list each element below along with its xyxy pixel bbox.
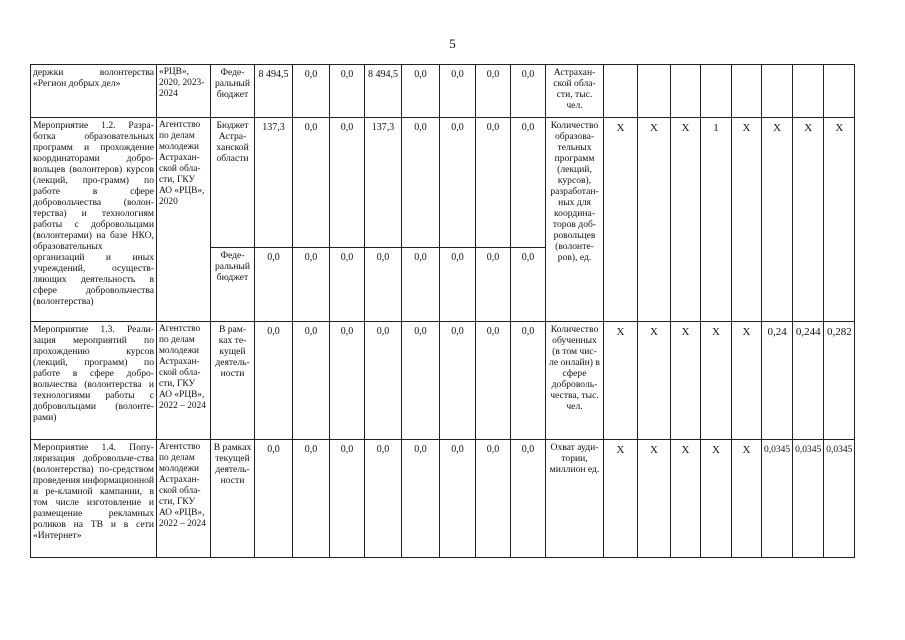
value-cell: 0,0 bbox=[511, 65, 546, 118]
target-cell: Х bbox=[671, 322, 701, 440]
value-cell: 0,0 bbox=[476, 118, 511, 248]
value-cell: 0,0 bbox=[255, 248, 293, 322]
value-cell: 0,0 bbox=[440, 248, 476, 322]
table-row bbox=[31, 440, 855, 558]
target-cell: Х bbox=[638, 322, 671, 440]
value-cell: 0,0 bbox=[293, 440, 330, 558]
value-cell: 0,0 bbox=[293, 248, 330, 322]
funding-source: В рамках текущей деятель-ности bbox=[211, 440, 255, 558]
value-cell: 137,3 bbox=[255, 118, 293, 248]
funding-source: Бюджет Астра-ханской области bbox=[211, 118, 255, 248]
executor: «РЦВ», 2020, 2023-2024 bbox=[157, 65, 211, 118]
value-cell: 0,0 bbox=[330, 440, 365, 558]
event-name: держки волонтерства «Регион добрых дел» bbox=[31, 65, 157, 118]
value-cell: 0,0 bbox=[476, 322, 511, 440]
target-cell: Х bbox=[762, 118, 793, 322]
funding-source: В рам-ках те-кущей деятель-ности bbox=[211, 322, 255, 440]
value-cell: 8 494,5 bbox=[365, 65, 402, 118]
value-cell: 0,0 bbox=[293, 65, 330, 118]
table-row bbox=[31, 118, 855, 248]
value-cell: 0,0 bbox=[511, 322, 546, 440]
value-cell: 0,0 bbox=[402, 248, 440, 322]
value-cell: 0,0 bbox=[476, 440, 511, 558]
executor: Агентство по делам молодежи Астрахан-ской обла-сти, ГКУ АО «РЦВ», 2020 bbox=[157, 118, 211, 322]
target-cell: 0,0345 bbox=[762, 440, 793, 558]
target-cell: Х bbox=[732, 440, 762, 558]
event-name: Мероприятие 1.3. Реали-зация мероприятий по прохождению курсов (лекций, программ) по работе в сфере добро-вольчества (волонтерства и технологиями работы с добровольцами (волонте-рами) bbox=[31, 322, 157, 440]
value-cell: 0,0 bbox=[402, 65, 440, 118]
target-cell: 0,24 bbox=[762, 322, 793, 440]
target-cell: Х bbox=[638, 118, 671, 322]
target-cell: Х bbox=[638, 440, 671, 558]
value-cell: 0,0 bbox=[255, 322, 293, 440]
value-cell: 0,0 bbox=[365, 440, 402, 558]
value-cell: 0,0 bbox=[440, 440, 476, 558]
table-row bbox=[31, 322, 855, 440]
value-cell: 0,0 bbox=[330, 248, 365, 322]
target-cell: 0,0345 bbox=[824, 440, 855, 558]
value-cell: 0,0 bbox=[293, 322, 330, 440]
target-cell: 1 bbox=[701, 118, 732, 322]
value-cell: 0,0 bbox=[365, 248, 402, 322]
target-cell: Х bbox=[732, 322, 762, 440]
target-cell: Х bbox=[604, 322, 638, 440]
target-cell: Х bbox=[671, 440, 701, 558]
value-cell: 8 494,5 bbox=[255, 65, 293, 118]
target-cell: Х bbox=[701, 322, 732, 440]
indicator: Количество обученных (в том чис-ле онлайн) в сфере доброволь-чества, тыс. чел. bbox=[546, 322, 604, 440]
target-cell bbox=[604, 65, 638, 118]
target-cell bbox=[762, 65, 793, 118]
target-cell: 0,0345 bbox=[793, 440, 824, 558]
value-cell: 0,0 bbox=[511, 248, 546, 322]
executor: Агентство по делам молодежи Астрахан-ской обла-сти, ГКУ АО «РЦВ», 2022 – 2024 bbox=[157, 322, 211, 440]
page-number: 5 bbox=[449, 36, 456, 51]
target-cell: 0,282 bbox=[824, 322, 855, 440]
value-cell: 0,0 bbox=[440, 118, 476, 248]
indicator: Астрахан-ской обла-сти, тыс. чел. bbox=[546, 65, 604, 118]
target-cell bbox=[824, 65, 855, 118]
value-cell: 0,0 bbox=[255, 440, 293, 558]
target-cell: Х bbox=[732, 118, 762, 322]
funding-source: Феде-ральный бюджет bbox=[211, 248, 255, 322]
value-cell: 0,0 bbox=[330, 65, 365, 118]
target-cell bbox=[671, 65, 701, 118]
target-cell bbox=[701, 65, 732, 118]
value-cell: 0,0 bbox=[330, 322, 365, 440]
target-cell: Х bbox=[604, 118, 638, 322]
event-name: Мероприятие 1.2. Разра-ботка образовательных программ и прохождение координаторами добро-вольцев (волонтеров) курсов (лекций, про-грамм) по работе в сфере добровольчества (волон-терства) и технологиям работы с добровольцами (волонтерами) на базе НКО, образовательных организаций и иных учреждений, осуществ-ляющих деятельность в сфере добровольчества (волонтерства) bbox=[31, 118, 157, 322]
indicator: Охват ауди-тории, миллион ед. bbox=[546, 440, 604, 558]
target-cell: Х bbox=[701, 440, 732, 558]
event-name: Мероприятие 1.4. Попу-ляризация добровольче-ства (волонтерства) по-средством проведения информационной и ре-кламной кампании, в том числе изготовление и размещение рекламных роликов на ТВ и в сети «Интернет» bbox=[31, 440, 157, 558]
value-cell: 0,0 bbox=[440, 65, 476, 118]
target-cell bbox=[638, 65, 671, 118]
value-cell: 0,0 bbox=[330, 118, 365, 248]
target-cell: Х bbox=[824, 118, 855, 322]
indicator: Количество образова-тельных программ (лекций, курсов), разработан-ных для координа-торов доб-ровольцев (волонте-ров), ед. bbox=[546, 118, 604, 322]
value-cell: 0,0 bbox=[402, 322, 440, 440]
table-row bbox=[31, 65, 855, 118]
target-cell: Х bbox=[793, 118, 824, 322]
target-cell: Х bbox=[604, 440, 638, 558]
value-cell: 0,0 bbox=[511, 440, 546, 558]
value-cell: 0,0 bbox=[365, 322, 402, 440]
funding-source: Феде-ральный бюджет bbox=[211, 65, 255, 118]
target-cell bbox=[793, 65, 824, 118]
value-cell: 0,0 bbox=[402, 440, 440, 558]
target-cell: Х bbox=[671, 118, 701, 322]
value-cell: 0,0 bbox=[476, 65, 511, 118]
executor: Агентство по делам молодежи Астрахан-ской обла-сти, ГКУ АО «РЦВ», 2022 – 2024 bbox=[157, 440, 211, 558]
target-cell: 0,244 bbox=[793, 322, 824, 440]
value-cell: 0,0 bbox=[293, 118, 330, 248]
value-cell: 0,0 bbox=[511, 118, 546, 248]
value-cell: 0,0 bbox=[402, 118, 440, 248]
value-cell: 0,0 bbox=[440, 322, 476, 440]
program-table bbox=[30, 64, 855, 558]
value-cell: 0,0 bbox=[476, 248, 511, 322]
target-cell bbox=[732, 65, 762, 118]
value-cell: 137,3 bbox=[365, 118, 402, 248]
